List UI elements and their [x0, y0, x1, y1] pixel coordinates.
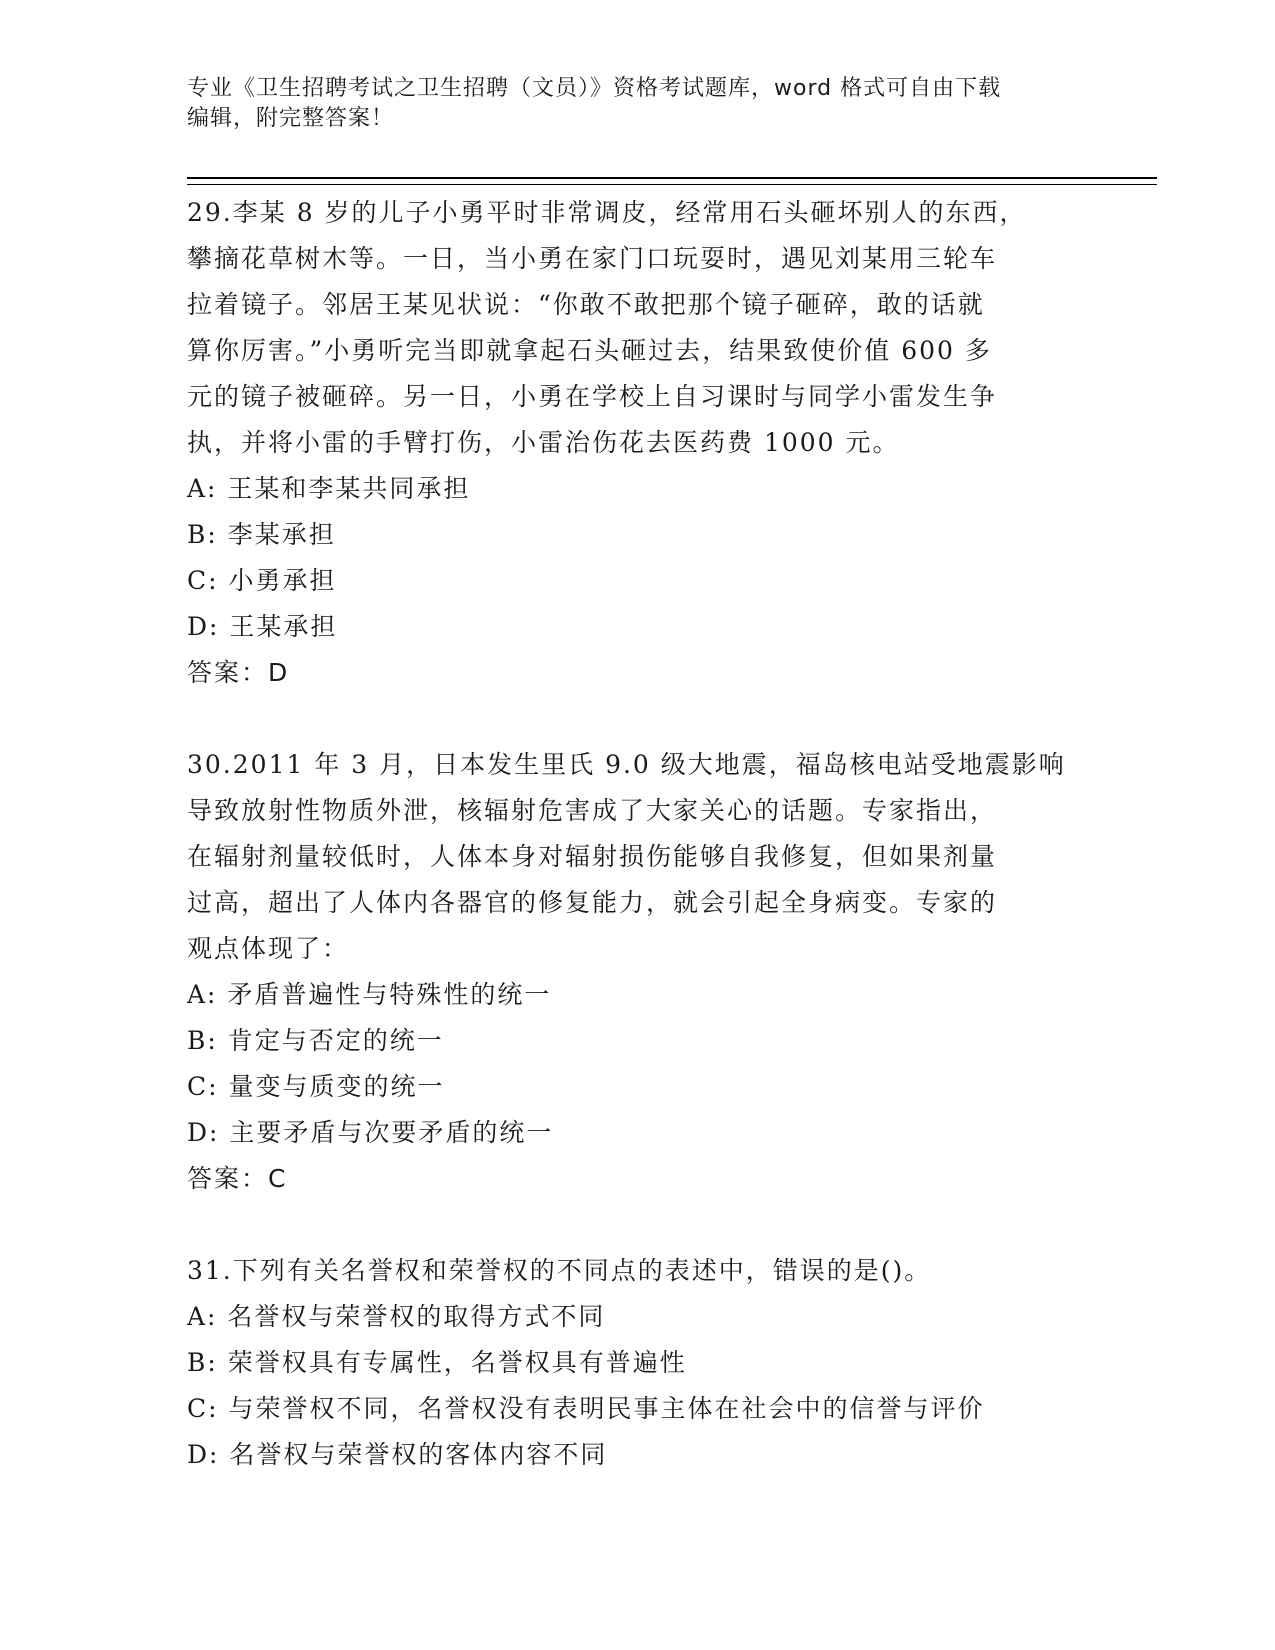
answer-line: 答案：D [187, 658, 290, 687]
question-stem-line: 过高，超出了人体内各器官的修复能力，就会引起全身病变。专家的 [187, 888, 998, 917]
option-d: D: 名誉权与荣誉权的客体内容不同 [187, 1440, 608, 1469]
question-list [187, 190, 1087, 1478]
question-stem-line: 31.下列有关名誉权和荣誉权的不同点的表述中，错误的是()。 [187, 1256, 932, 1285]
header-line-2: 编辑，附完整答案！ [187, 106, 395, 131]
question-stem-line: 拉着镜子。邻居王某见状说：“你敢不敢把那个镜子砸碎，敢的话就 [187, 290, 985, 319]
option-b: B: 荣誉权具有专属性，名誉权具有普遍性 [187, 1348, 687, 1377]
question-stem-line: 执，并将小雷的手臂打伤，小雷治伤花去医药费 1000 元。 [187, 428, 900, 457]
spacer [187, 1202, 1087, 1248]
answer-line: 答案：C [187, 1164, 288, 1193]
question-block [187, 742, 1087, 1202]
option-d: D: 王某承担 [187, 612, 338, 641]
option-a: A: 矛盾普遍性与特殊性的统一 [187, 980, 552, 1009]
question-stem-line: 算你厉害。”小勇听完当即就拿起石头砸过去，结果致使价值 600 多 [187, 336, 992, 365]
option-d: D: 主要矛盾与次要矛盾的统一 [187, 1118, 554, 1147]
question-stem-line: 30.2011 年 3 月，日本发生里氏 9.0 级大地震，福岛核电站受地震影响 [187, 750, 1066, 779]
option-a: A: 王某和李某共同承担 [187, 474, 471, 503]
option-a: A: 名誉权与荣誉权的取得方式不同 [187, 1302, 606, 1331]
option-c: C: 与荣誉权不同，名誉权没有表明民事主体在社会中的信誉与评价 [187, 1394, 985, 1423]
question-stem-line: 攀摘花草树木等。一日，当小勇在家门口玩耍时，遇见刘某用三轮车 [187, 244, 998, 273]
option-b: B: 肯定与否定的统一 [187, 1026, 444, 1055]
question-stem-line: 导致放射性物质外泄，核辐射危害成了大家关心的话题。专家指出， [187, 796, 998, 825]
header-line-1: 专业《卫生招聘考试之卫生招聘（文员）》资格考试题库，word 格式可自由下载 [187, 76, 1002, 101]
question-stem-line: 元的镜子被砸碎。另一日，小勇在学校上自习课时与同学小雷发生争 [187, 382, 998, 411]
question-stem-line: 观点体现了： [187, 934, 350, 963]
option-c: C: 量变与质变的统一 [187, 1072, 445, 1101]
option-b: B: 李某承担 [187, 520, 336, 549]
question-stem-line: 在辐射剂量较低时，人体本身对辐射损伤能够自我修复，但如果剂量 [187, 842, 998, 871]
header-divider-thick [187, 177, 1157, 179]
question-stem-line: 29.李某 8 岁的儿子小勇平时非常调皮，经常用石头砸坏别人的东西， [187, 198, 1027, 227]
option-c: C: 小勇承担 [187, 566, 337, 595]
document-header [187, 74, 1087, 134]
header-divider-thin [187, 184, 1157, 185]
question-block [187, 1248, 1087, 1478]
question-block [187, 190, 1087, 696]
spacer [187, 696, 1087, 742]
